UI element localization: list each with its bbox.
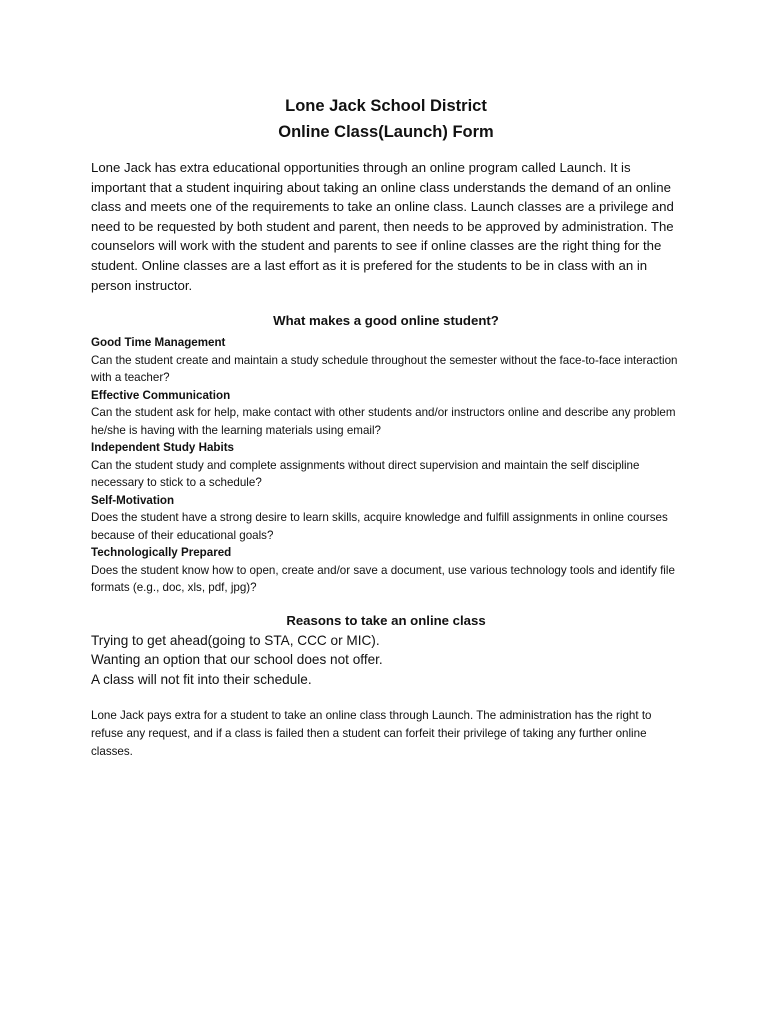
trait-description: Can the student ask for help, make contact with other students and/or instructors online and describe any problem he/she is having with the learning materials using email?	[91, 406, 676, 437]
intro-paragraph: Lone Jack has extra educational opportunities through an online program called Launch. It is important that a student inquiring about taking an online class understands the demand of an online class and meets one of the requirements to take an online class. Launch classes are a privilege and need to be requested by both student and parent, then needs to be approved by administration. The counselors will work with the student and parents to see if online classes are the right thing for the student. Online classes are a last effort as it is prefered for the students to be in class with an in person instructor.	[91, 160, 674, 293]
trait-description: Does the student know how to open, create and/or save a document, use various technology tools and identify file formats (e.g., doc, xls, pdf, jpg)?	[91, 563, 675, 595]
document-page	[91, 93, 681, 761]
trait-description: Can the student study and complete assignments without direct supervision and maintain the self discipline necessary to stick to a schedule?	[91, 458, 640, 490]
trait-title: Self-Motivation	[91, 493, 175, 507]
trait-item	[91, 439, 681, 492]
trait-title: Technologically Prepared	[91, 546, 232, 560]
trait-title: Good Time Management	[91, 336, 226, 350]
reasons-heading: Reasons to take an online class	[286, 612, 486, 628]
reason-item: Wanting an option that our school does not offer.	[91, 652, 383, 668]
trait-item	[91, 387, 681, 440]
reason-item: Trying to get ahead(going to STA, CCC or MIC).	[91, 632, 380, 648]
good-student-heading: What makes a good online student?	[273, 313, 499, 329]
trait-description: Does the student have a strong desire to learn skills, acquire knowledge and fulfill assignments in online courses because of their educational goals?	[91, 511, 668, 542]
reasons-list	[91, 631, 681, 690]
trait-item	[91, 544, 681, 597]
trait-item	[91, 492, 681, 545]
trait-description: Can the student create and maintain a study schedule throughout the semester without the face-to-face interaction with a teacher?	[91, 353, 678, 385]
reason-item: A class will not fit into their schedule.	[91, 671, 312, 687]
trait-title: Independent Study Habits	[91, 441, 234, 455]
document-title-line1: Lone Jack School District	[285, 97, 487, 115]
closing-paragraph: Lone Jack pays extra for a student to take an online class through Launch. The administration has the right to refuse any request, and if a class is failed then a student can forfeit their privilege of taking any further online classes.	[91, 709, 652, 759]
document-title-line2: Online Class(Launch) Form	[278, 123, 494, 141]
trait-title: Effective Communication	[91, 388, 231, 402]
trait-item	[91, 334, 681, 387]
traits-list	[91, 334, 681, 597]
